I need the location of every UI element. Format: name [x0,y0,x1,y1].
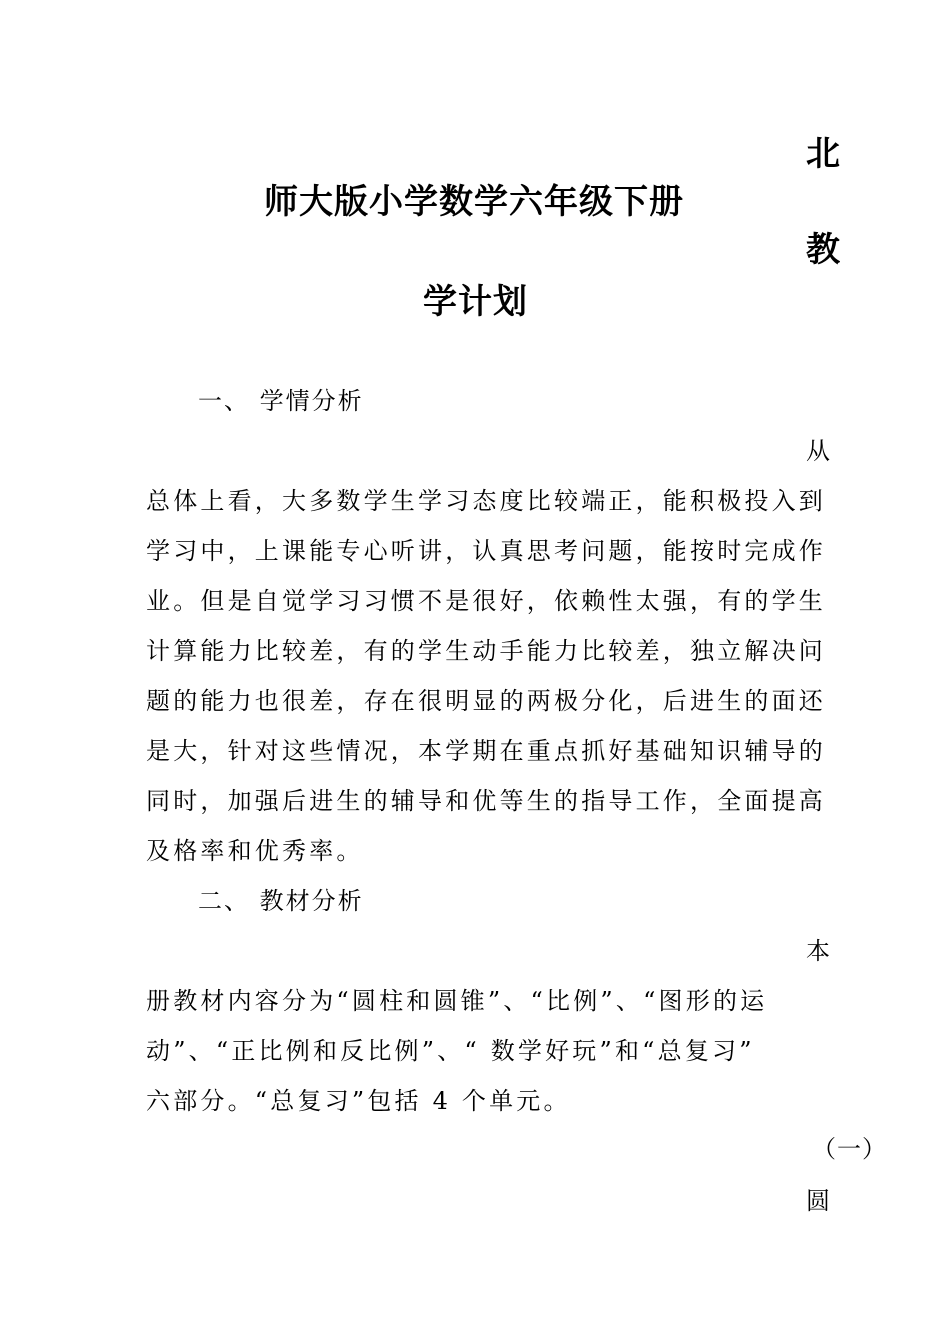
title-right-char-1: 北 [806,134,840,174]
section-1-lead-char: 从 [806,437,830,465]
section-1-heading: 一、 学情分析 [198,387,364,415]
subsection-1-lead-char: 圆 [806,1187,830,1215]
paragraph-line: 六部分。“总复习”包括 4 个单元。 [146,1087,571,1115]
paragraph-line: 册教材内容分为“圆柱和圆锥”、“比例”、“图形的运 [146,987,768,1015]
paragraph-line: 及格率和优秀率。 [146,837,364,865]
paragraph-line: 计算能力比较差，有的学生动手能力比较差，独立解决问 [146,637,826,665]
paragraph-line: 题的能力也很差，存在很明显的两极分化，后进生的面还 [146,687,826,715]
title-line-1: 师大版小学数学六年级下册 [264,182,684,222]
section-2-heading: 二、 教材分析 [198,887,364,915]
title-right-char-2: 教 [806,230,840,270]
paragraph-line: 业。但是自觉学习习惯不是很好，依赖性太强，有的学生 [146,587,826,615]
section-2-lead-char: 本 [806,937,830,965]
paragraph-line: 同时，加强后进生的辅导和优等生的指导工作，全面提高 [146,787,826,815]
paragraph-line: 总体上看，大多数学生学习态度比较端正，能积极投入到 [146,487,826,515]
paragraph-line: 动”、“正比例和反比例”、“ 数学好玩”和“总复习” [146,1037,755,1065]
paragraph-line: 学习中，上课能专心听讲，认真思考问题，能按时完成作 [146,537,826,565]
paragraph-line: 是大，针对这些情况，本学期在重点抓好基础知识辅导的 [146,737,826,765]
subsection-1-label: （一） [812,1135,887,1163]
title-line-2: 学计划 [423,282,528,322]
